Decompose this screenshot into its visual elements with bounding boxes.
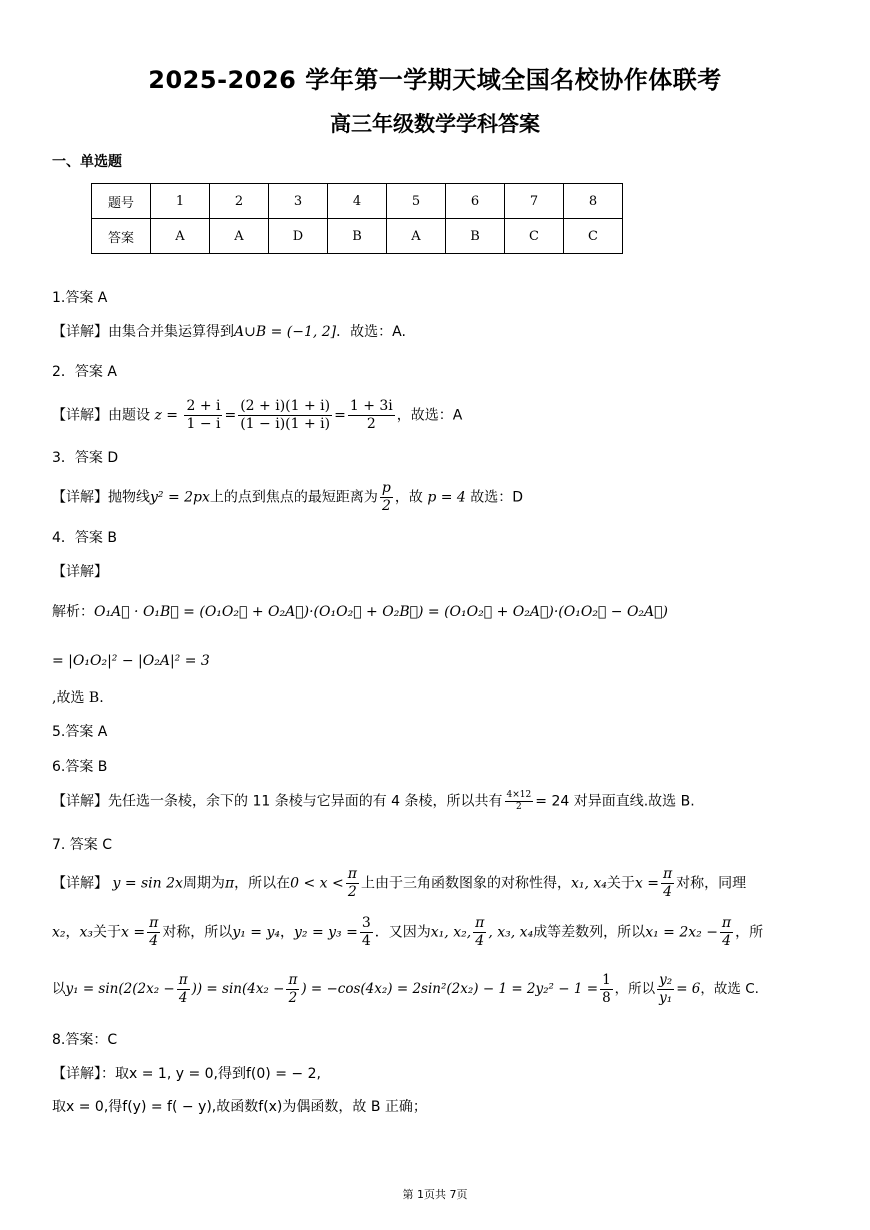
numerator: y₂	[659, 972, 673, 988]
detail-label: 【详解】	[52, 324, 108, 340]
table-cell: 8	[564, 184, 623, 219]
q8-detail-1	[52, 1064, 321, 1084]
q1-math: A∪B = (−1, 2]	[234, 324, 337, 340]
text: ，所以在	[234, 875, 291, 892]
q2-text-end: ，故选：A	[396, 407, 463, 424]
math-text: x₁, x₄	[570, 875, 607, 892]
q8-detail-2: 取x = 0,得f(y) = f( − y),故函数f(x)为偶函数，故 B 正确；	[52, 1099, 427, 1115]
q3-math: y² = 2px	[150, 489, 210, 506]
denominator: 4	[361, 933, 371, 949]
math-text: x₃	[79, 924, 94, 941]
fraction	[177, 972, 190, 1007]
math-text: x =	[121, 924, 146, 941]
table-cell: A	[387, 219, 446, 254]
q6-detail	[52, 790, 695, 813]
numerator: π	[149, 915, 159, 931]
table-cell: B	[328, 219, 387, 254]
numerator: π	[347, 866, 357, 882]
detail-label: 【详解】	[52, 489, 108, 506]
q6-fraction	[505, 790, 534, 813]
denominator: 2	[381, 498, 391, 514]
table-header-cell: 答案	[92, 219, 151, 254]
text: ．又因为	[374, 924, 431, 941]
text: 上由于三角函数图象的对称性得，	[360, 875, 571, 892]
q4-analysis	[52, 602, 668, 622]
table-row	[92, 219, 623, 254]
q8-text: ：取x = 1, y = 0,得到f(0) = − 2,	[101, 1066, 321, 1082]
q3-fraction	[380, 480, 393, 515]
numerator: (2 + i)(1 + i)	[240, 398, 331, 414]
q5-heading: 5.答案 A	[52, 724, 108, 740]
fraction	[286, 972, 299, 1007]
analysis-label: 解析：	[52, 604, 94, 620]
math-text: = 6	[676, 981, 701, 997]
q2-fraction-1	[184, 398, 222, 433]
fraction	[360, 915, 373, 950]
denominator: 4	[722, 933, 731, 949]
q2-detail: 【详解】由题设 z = $\frac{2 + i}{1 - i}$ = $\frac{(2 + i)(1 + i)}{(1 - i)(1 + i)}$ = $\frac{1 + 3i}{2}$ ，故选：A	[52, 398, 463, 432]
q2-fraction-2	[238, 398, 332, 433]
math-text: x₂	[52, 924, 66, 941]
table-cell: D	[269, 219, 328, 254]
table-cell: 3	[269, 184, 328, 219]
table-cell: 2	[210, 184, 269, 219]
denominator: 2	[516, 802, 522, 812]
text: 以	[52, 981, 66, 997]
numerator: π	[721, 915, 732, 931]
text: ，所	[735, 924, 764, 941]
q7-line-2	[52, 915, 763, 950]
text: ，	[280, 924, 294, 941]
table-cell: C	[505, 219, 564, 254]
math-text: y₂ = y₃ =	[294, 924, 358, 941]
q3-math-2: p = 4	[427, 489, 466, 506]
table-cell: A	[210, 219, 269, 254]
denominator: 4	[178, 990, 188, 1006]
math-text: ) = −cos(4x₂) = 2sin²(2x₂) − 1 = 2y₂² − 1 =	[301, 981, 599, 997]
denominator: (1 − i)(1 + i)	[240, 416, 331, 432]
numerator: π	[475, 915, 485, 931]
q1-detail	[52, 322, 406, 342]
denominator: 2	[288, 990, 298, 1006]
math-text: , x₃, x₄	[488, 924, 534, 941]
text: ，所以	[614, 981, 656, 997]
q7-heading: 7. 答案 C	[52, 837, 113, 853]
denominator: 4	[149, 933, 159, 949]
page-footer: 第 1页共 7页	[402, 1188, 468, 1201]
fraction	[600, 972, 613, 1007]
table-header-cell: 题号	[92, 184, 151, 219]
fraction	[661, 866, 674, 901]
q6-heading: 6.答案 B	[52, 759, 108, 775]
q4-equation-1: O₁A⃗ · O₁B⃗ = (O₁O₂⃗ + O₂A⃗)·(O₁O₂⃗ + O₂B⃗) = (O₁O₂⃗ + O₂A⃗)·(O₁O₂⃗ − O₂A⃗)	[94, 604, 669, 620]
table-cell: C	[564, 219, 623, 254]
denominator: 2	[366, 416, 376, 432]
math-text: y₁ = y₄	[232, 924, 280, 941]
math-text: 0 < x <	[290, 875, 344, 892]
table-cell: A	[151, 219, 210, 254]
table-cell: 5	[387, 184, 446, 219]
q1-text-end: ．故选：A.	[336, 324, 406, 340]
denominator: 4	[663, 884, 673, 900]
denominator: 1 − i	[186, 416, 221, 432]
q3-heading: 3．答案 D	[52, 450, 119, 466]
q2-text: 由题设	[108, 407, 150, 424]
q1-heading: 1.答案 A	[52, 290, 108, 306]
text: 成等差数列，所以	[533, 924, 646, 941]
math-text: y₁ = sin(2(2x₂ −	[65, 981, 175, 997]
table-row	[92, 184, 623, 219]
q2-lhs: z =	[154, 407, 179, 424]
q3-detail	[52, 480, 523, 515]
q2-fraction-3	[348, 398, 395, 433]
numerator: 2 + i	[186, 398, 221, 414]
detail-label: 【详解】	[52, 407, 108, 424]
denominator: 2	[347, 884, 357, 900]
numerator: 3	[361, 915, 371, 931]
q3-text-3: ，故	[394, 489, 423, 506]
text: 对称，同理	[676, 875, 747, 892]
page-title: 2025-2026 学年第一学期天域全国名校协作体联考	[148, 66, 722, 94]
math-text: x₁, x₂,	[430, 924, 472, 941]
math-text: y = sin 2x	[112, 875, 183, 892]
math-text: x =	[634, 875, 659, 892]
table-cell: 7	[505, 184, 564, 219]
fraction	[473, 915, 486, 950]
denominator: 4	[475, 933, 485, 949]
q7-line-1	[52, 866, 746, 901]
fraction	[346, 866, 359, 901]
q3-text-4: 故选：D	[470, 489, 524, 506]
numerator: 1	[602, 972, 611, 988]
q2-heading: 2．答案 A	[52, 364, 117, 380]
table-cell: 1	[151, 184, 210, 219]
q6-text-end: = 24 对异面直线.故选 B.	[535, 793, 695, 810]
q4-heading: 4．答案 B	[52, 530, 117, 546]
text: ，	[65, 924, 80, 941]
fraction	[720, 915, 733, 950]
detail-label: 【详解】	[52, 875, 108, 892]
table-cell: 4	[328, 184, 387, 219]
numerator: π	[662, 866, 673, 882]
text: 周期为	[182, 875, 225, 892]
text: 关于	[606, 875, 635, 892]
answer-table	[91, 183, 623, 254]
table-cell: 6	[446, 184, 505, 219]
page-subtitle: 高三年级数学学科答案	[330, 112, 540, 136]
q3-text-2: 上的点到焦点的最短距离为	[209, 489, 378, 506]
q4-detail-label: 【详解】	[52, 564, 108, 580]
q6-text: 先任选一条棱，余下的 11 条棱与它异面的有 4 条棱，所以共有	[108, 793, 503, 810]
numerator: π	[178, 972, 188, 988]
detail-label: 【详解】	[52, 1066, 101, 1082]
q8-heading: 8.答案：C	[52, 1032, 118, 1048]
denominator: y₁	[659, 990, 673, 1006]
q4-equation-2: = |O₁O₂|² − |O₂A|² = 3	[52, 653, 210, 669]
numerator: π	[288, 972, 298, 988]
text: ，故选 C.	[700, 981, 759, 997]
fraction	[657, 972, 674, 1007]
detail-label: 【详解】	[52, 793, 108, 810]
numerator: p	[381, 480, 391, 496]
fraction	[147, 915, 160, 950]
text: 关于	[93, 924, 122, 941]
denominator: 8	[602, 990, 611, 1006]
q1-text: 由集合并集运算得到	[108, 324, 234, 340]
math-text: x₁ = 2x₂ −	[645, 924, 718, 941]
section-heading: 一、单选题	[52, 154, 122, 170]
math-text: π	[224, 875, 235, 892]
q4-end: ,故选 B.	[52, 690, 104, 706]
math-text: )) = sin(4x₂ −	[191, 981, 285, 997]
text: 对称，所以	[162, 924, 233, 941]
numerator: 1 + 3i	[349, 398, 393, 414]
table-cell: B	[446, 219, 505, 254]
numerator: 4×12	[506, 790, 532, 800]
q7-line-3	[52, 972, 759, 1007]
q3-text: 抛物线	[108, 489, 150, 506]
